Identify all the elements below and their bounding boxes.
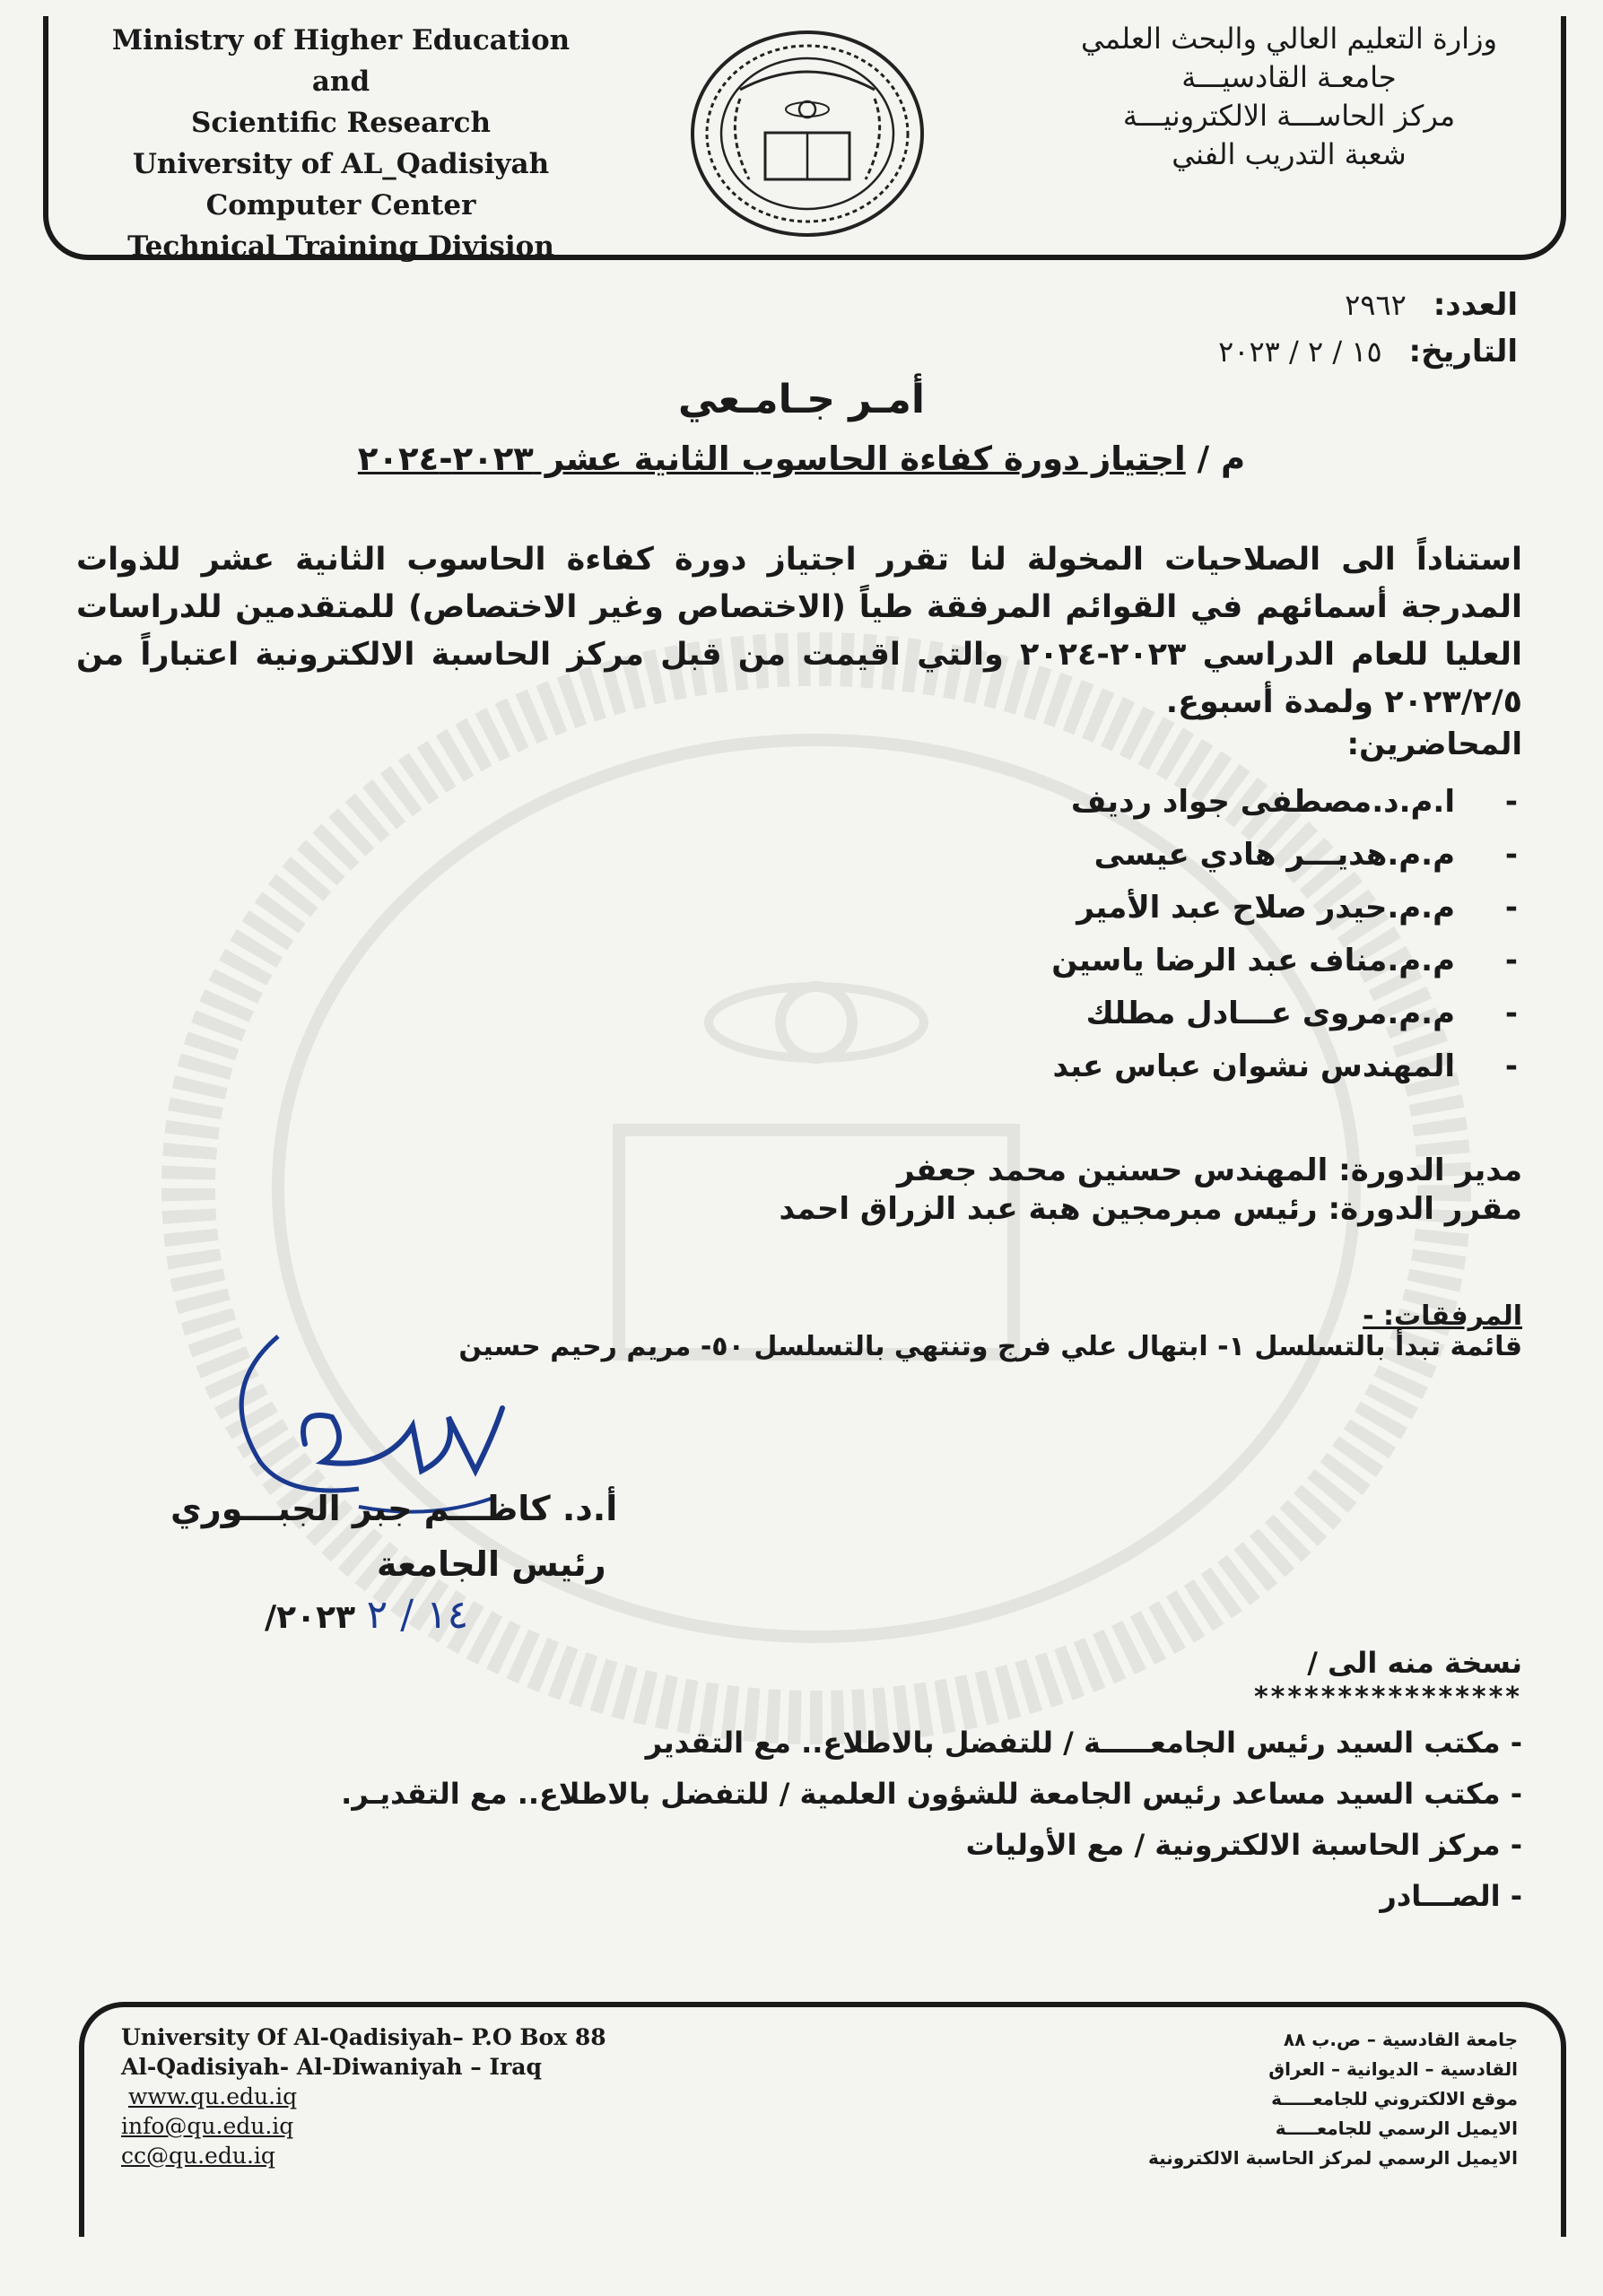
document-number	[1345, 287, 1518, 323]
header-ar-line: جامعـة القادسيـــة	[1181, 60, 1397, 94]
website-link[interactable]: www.qu.edu.iq	[128, 2083, 298, 2109]
header-en-line: Computer Center	[205, 189, 476, 222]
course-director: مدير الدورة: المهندس حسنين محمد جعفر	[896, 1152, 1522, 1188]
header-english	[81, 20, 601, 267]
attachments-text: قائمة تبدأ بالتسلسل ١- ابتهال علي فرج وتنتهي بالتسلسل ٥٠- مريم رحيم حسين	[458, 1331, 1522, 1362]
date-label: التاريخ:	[1408, 334, 1518, 370]
lecturers-label: المحاضرين:	[1346, 726, 1522, 762]
order-title: أمـر جـامـعي	[678, 377, 925, 422]
body-paragraph: استناداً الى الصلاحيات المخولة لنا تقرر اجتياز دورة كفاءة الحاسوب الثانية عشر للذوات المدرجة أسمائهم في القوائم المرفقة طياً (الاختصاص وغير الاختصاص) للمتقدمين للدراسات العليا للعام الدراسي ٢٠٢٣-٢٠٢٤ والتي اقيمت من قبل مركز الحاسبة الالكترونية اعتباراً من ٢٠٢٣/٢/٥ ولمدة أسبوع.	[76, 542, 1522, 720]
header-ar-line: شعبة التدريب الفني	[1172, 137, 1407, 171]
list-item: -م.م.مناف عبد الرضا ياسين	[1051, 943, 1518, 978]
attachments-label: المرفقات: -	[1363, 1300, 1522, 1332]
signatory-title: رئيس الجامعة	[377, 1544, 606, 1584]
list-item: - الصـــادر	[1380, 1879, 1522, 1913]
email-link-cc[interactable]: cc@qu.edu.iq	[121, 2143, 275, 2169]
footer-arabic	[1148, 2025, 1518, 2173]
header-en-line: University of AL_Qadisiyah	[132, 148, 550, 180]
lecturers-list	[1051, 776, 1518, 1093]
list-item: -م.م.هديـــر هادي عيسى	[1093, 837, 1518, 873]
list-item: - مركز الحاسبة الالكترونية / مع الأوليات	[965, 1828, 1522, 1862]
list-item: -م.م.حيدر صلاح عبد الأمير	[1076, 890, 1518, 926]
footer-english	[121, 2022, 606, 2170]
subject-text: اجتياز دورة كفاءة الحاسوب الثانية عشر ٢٠٢٣-٢٠٢٤	[357, 439, 1186, 478]
footer-address: University Of Al-Qadisiyah– P.O Box 88	[121, 2024, 606, 2050]
copy-to-label: نسخة منه الى /	[1307, 1646, 1522, 1680]
header-en-line: Ministry of Higher Education and	[111, 24, 571, 98]
footer-ar-line: الايميل الرسمي لمركز الحاسبة الالكترونية	[1147, 2147, 1518, 2169]
signature-date-hand: ١٤ / ٢	[366, 1592, 469, 1638]
lecturer-name: م.م.هديـــر هادي عيسى	[1093, 837, 1455, 873]
signature-date	[265, 1592, 468, 1638]
signature-date-year: ٢٠٢٣/	[265, 1599, 356, 1636]
list-item: -م.م.مروى عـــادل مطلك	[1085, 996, 1518, 1031]
subject-prefix: م /	[1197, 439, 1246, 478]
email-link-info[interactable]: info@qu.edu.iq	[121, 2113, 294, 2139]
header-en-line: Technical Training Division	[127, 230, 554, 263]
footer-ar-line: موقع الالكتروني للجامعـــــة	[1271, 2088, 1518, 2109]
header-ar-line: وزارة التعليم العالي والبحث العلمي	[1081, 22, 1497, 56]
lecturer-name: م.م.مناف عبد الرضا ياسين	[1051, 943, 1455, 978]
university-seal-logo	[686, 27, 928, 240]
header-ar-line: مركز الحاســـة الالكترونيـــة	[1122, 99, 1456, 133]
number-label: العدد:	[1433, 287, 1518, 323]
signatory-name: أ.د. كاظـــم جبر الجبـــوري	[170, 1489, 618, 1528]
footer-city: Al-Qadisiyah- Al-Diwaniyah – Iraq	[121, 2054, 542, 2080]
lecturer-name: ا.م.د.مصطفى جواد رديف	[1070, 784, 1455, 820]
lecturer-name: م.م.مروى عـــادل مطلك	[1085, 996, 1455, 1031]
stars-divider: ****************	[1253, 1682, 1522, 1713]
list-item: - مكتب السيد رئيس الجامعـــــة / للتفضل بالاطلاع.. مع التقدير	[645, 1726, 1522, 1760]
number-value: ٢٩٦٢	[1345, 288, 1407, 322]
footer-ar-line: جامعة القادسية – ص.ب ٨٨	[1283, 2029, 1518, 2050]
list-item: - مكتب السيد مساعد رئيس الجامعة للشؤون العلمية / للتفضل بالاطلاع.. مع التقديـر.	[341, 1777, 1522, 1811]
header-en-line: Scientific Research	[190, 107, 492, 139]
lecturer-name: المهندس نشوان عباس عبد	[1052, 1048, 1455, 1084]
date-value: ١٥ / ٢ / ٢٠٢٣	[1218, 335, 1382, 369]
course-rapporteur: مقرر الدورة: رئيس مبرمجين هبة عبد الزراق احمد	[779, 1191, 1522, 1227]
footer-ar-line: القادسية – الديوانية – العراق	[1268, 2058, 1518, 2080]
header-arabic	[1056, 20, 1522, 174]
list-item: -ا.م.د.مصطفى جواد رديف	[1070, 784, 1518, 820]
lecturer-name: م.م.حيدر صلاح عبد الأمير	[1076, 890, 1455, 926]
list-item: -المهندس نشوان عباس عبد	[1052, 1048, 1518, 1084]
footer-ar-line: الايميل الرسمي للجامعـــــة	[1275, 2118, 1518, 2139]
copies-list	[341, 1718, 1522, 1922]
document-date	[1218, 334, 1518, 370]
subject-line	[0, 439, 1603, 478]
